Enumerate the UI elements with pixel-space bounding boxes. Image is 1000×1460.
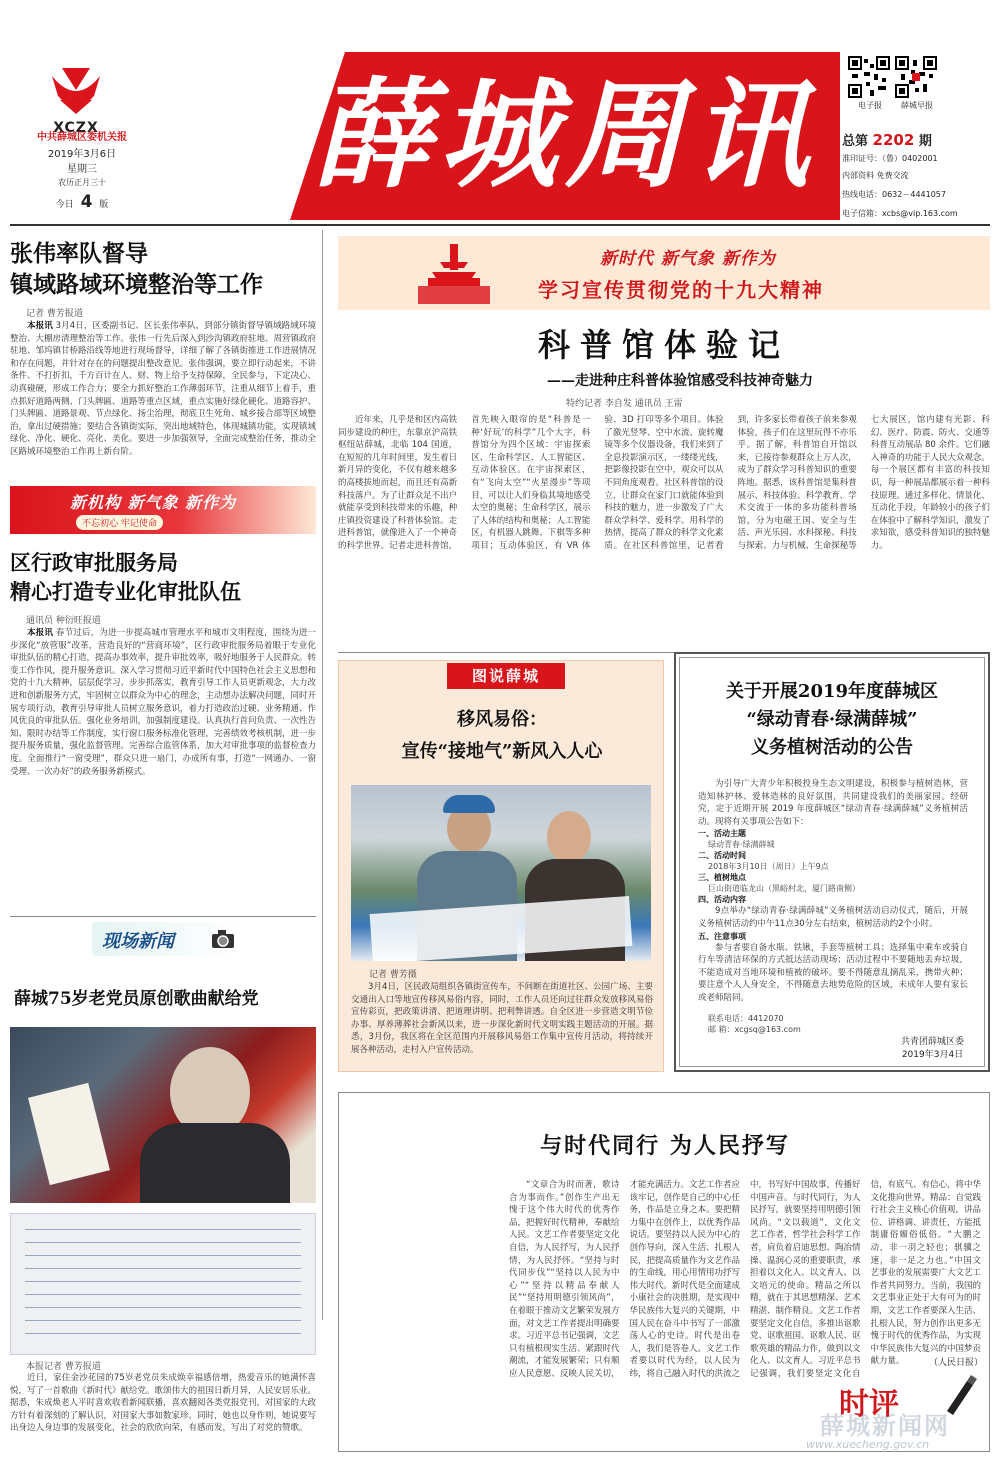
article1-title-line1: 张伟率队督导 — [10, 240, 148, 267]
issue-label: 总第 — [842, 134, 869, 149]
live-news-label: 现场新闻 — [102, 931, 174, 952]
newspaper-logo — [32, 66, 120, 136]
photo-score-lines — [25, 1222, 301, 1346]
notice-item-5: 参与者要自备水瓶、铁锹，手套等植树工具；选择集中乘车或骑自行车等清洁环保的方式抵达活动现场；活动过程中不要随地丢弃垃圾，不能造成对当地环境和植被的破坏。要不得随意乱摘乱采，携带火种；要注意个人人身安全，不得随意去地势危险的区域，未成年人要有家长或老师陪同。 — [698, 942, 968, 1003]
notice-heading-1: 一、活动主题 — [698, 829, 746, 839]
logo-text: XCZX — [53, 120, 99, 136]
watermark-site-name: 薛城新闻网 — [820, 1412, 950, 1440]
issue-info — [842, 130, 992, 219]
article2-headline — [10, 548, 316, 606]
left-section-rule — [10, 916, 316, 917]
feature-text: 近年来，几乎是和区内高铁同步建设的种庄，东靠京沪高铁枢纽站薛城，北临 104 国道，在短短的几年时间里，发生着日新月异的变化，不仅有越来越多的高楼拔地而起，而且还有高新科技落户。为了让群众足不出户就能享受到科技带来的乐趣，种庄镇投资建设了科普体验馆。走进科普馆，就像进入了一个神奇的科学世界。记者走进科普馆，首先映入眼帘的是“科普是一种‘好玩’的科学”几个大字，科普馆分为四个区域：宇宙探索区、生命科学区、人工智能区、互动体验区。在宇宙探索区，有“飞向太空”“火星漫步”等项目，可以让人们身临其境地感受太空的奥秘；生命科学区，展示了人体的结构和奥秘；人工智能区，有机器人跳舞、下棋等多种项目；互动体验区，有 VR 体验、3D 打印等多个项目。体验了激光竖琴、空中水流、旋转魔镜等多个仪器设备，我们来到了全息投影演示区，一缕缕光线，把影像投影在空中，观众可以从不同角度观看。社区科普馆的设立，让群众在家门口就能体验到科技的魅力，进一步激发了广大群众学科学、爱科学、用科学的热情，提高了群众的科学文化素质。在社区科普馆里，记者看到，许多家长带着孩子前来参观体验，孩子们在这里玩得不亦乐乎。据了解，科普馆自开馆以来，已接待参观群众上万人次，成为了群众学习科普知识的重要阵地。据悉，该科普馆是集科普展示、科技体验、科学教育、学术交流于一体的多功能科普场馆，分为电磁王国、安全与生活、声光乐园、水科探秘、科技与探索、力与机械、生命探秘等七大展区，馆内建有光影、科幻、医疗、防震、防火、交通等科普互动展品 80 余件。它们融入神奇的功能于人民大众观念。每一个展区都有丰富的科技知识，每一种展品都展示着一种科技原理。通过多样化、情景化、互动化手段，年龄较小的孩子们在体验中了解科学知识，激发了求知欲，感受科普知识的独特魅力。 — [338, 415, 990, 551]
article2-text: 春节过后，为进一步提高城市管理水平和城市文明程度，围绕为进一步深化“放管服”改革，营造良好的“营商环境”，区行政审批服务局着眼于专业化审批队伍的精心打造，提高办事效率，提升审批效率，吸好地服务于人民群众。转变工作作风，提升服务意识。深入学习贯彻习近平新时代中国特色社会主义思想和党的十九大精神，层层促学习、步步抓落实，教育引导工作人员更新观念，大力改进和创新服务方式，牢固树立以群众为中心的理念，主动想办法解决问题，同时开展专项行动，教育引导审批人员树立服务意识，着力打造政治过硬、业务精通、作风优良的审批队伍。强化业务培训，加强制度建设。认真执行首问负责、一次性告知、限时办结等工作制度，实行窗口服务标准化管理，完善绩效考核机制，进一步提升服务质量，强化监督管理。完善综合监管体系，加大对审批事项的监督检查力度。全面推行“一窗受理”，群众只进一扇门，办成所有事，打造“一网通办、一窗受理、一次办好”的政务服务新模式。 — [10, 628, 316, 777]
picture-title-line1: 移风易俗： — [457, 709, 547, 730]
picture-byline: 记者 曹芳摄 — [369, 970, 417, 980]
internal-note: 内部资料 免费交流 — [842, 171, 909, 180]
picture-title-line2: 宣传“接地气”新风入人心 — [401, 741, 603, 762]
hotline: 热线电话：0632－4441057 — [842, 190, 946, 199]
notice-body — [698, 778, 968, 1035]
print-permit: 准印证号：（鲁）0402001 — [842, 154, 938, 163]
tiananmen-icon — [414, 242, 494, 306]
theme-slogan: 新时代 新气象 新作为 — [600, 249, 776, 269]
photo-promotion — [351, 785, 651, 961]
notice-sign: 共青团薛城区委 — [900, 1037, 964, 1047]
notice-item-4: 9点举办“绿动青春·绿满薛城”义务植树活动启动仪式，随后，开展义务植树活动约中午11点30分左右结束，植树活动约2个小时。 — [698, 906, 968, 929]
picture-caption — [351, 981, 653, 1069]
photo-elderly-member — [10, 1027, 316, 1203]
article2-lead: 本报讯 — [27, 628, 54, 638]
picture-caption-text: 3月4日，区民政局组织各镇街宣传车，不间断在街道社区、公园广场、主要交通出入口等地宣传移风易俗内容，同时，工作人员还向过往群众发放移风易俗宣传彩页，把政策讲清、把道理讲明、把利弊讲透。自全区进一步营造文明节俭办事、厚养薄葬社会新风以来，进一步深化新时代文明实践主题活动的开展。据悉，3月份，我区将在全区范围内开展移风易俗工作集中宣传月活动，将持续开展各种活动，走村入户宣传活动。 — [351, 982, 653, 1055]
commentary-headline: 与时代同行 为人民抒写 — [540, 1134, 790, 1159]
article1-title-line2: 镇域路域环境整治等工作 — [10, 271, 263, 298]
notice-title-line3: 义务植树活动的公告 — [751, 737, 913, 758]
commentary-source: （人民日报） — [929, 1358, 984, 1368]
qr-code-epaper[interactable] — [848, 56, 890, 98]
photo-figure-body — [140, 1123, 290, 1203]
page-count — [14, 192, 150, 212]
article1-headline — [10, 238, 316, 300]
masthead-info-box — [14, 128, 150, 212]
issue-suffix: 期 — [918, 134, 932, 149]
page-count-number: 4 — [80, 192, 93, 212]
photo-person1-cap — [443, 795, 495, 813]
email: 电子信箱：xcbs@vip.163.com — [842, 209, 958, 218]
notice-heading-2: 二、活动时间 — [698, 851, 746, 861]
photo-paper — [28, 1083, 110, 1185]
issue-weekday: 星期三 — [67, 164, 97, 175]
qr-code-icon — [848, 56, 890, 98]
article3-byline: 本报记者 曹芳报道 — [26, 1362, 101, 1372]
notice-signature — [901, 1034, 964, 1060]
theme-banner — [338, 236, 990, 310]
notice-intro: 为引导广大青少年积极投身生态文明建设，积极参与植树造林，营造知林护林、爱林造林的良好氛围，共同建设我们的美丽家园。经研究，定于近期开展 2019 年度薛城区“绿动青春·绿满薛城”义务植树活动。现将有关事项公告如下： — [698, 779, 968, 827]
paper-name: 薛城周讯 — [312, 65, 817, 204]
feature-body — [338, 414, 990, 644]
theme-title: 学习宣传贯彻党的十九大精神 — [538, 278, 824, 302]
org-label: 中共薛城区委机关报 — [37, 132, 127, 143]
picture-story-label-box — [447, 663, 565, 689]
issue-number: 2202 — [872, 131, 915, 149]
picture-story-box — [338, 660, 664, 1072]
feature-subtitle: ——走进种庄科普体验馆感受科技神奇魅力 — [547, 373, 813, 389]
article2-byline: 通讯员 种衍旺报道 — [26, 616, 101, 626]
notice-title-line1: 关于开展2019年度薛城区 — [725, 681, 939, 702]
notice-contact-mail[interactable]: 邮 箱：xcgsq@163.com — [708, 1024, 801, 1034]
qr1-label: 电子报 — [858, 101, 882, 110]
notice-item-1: 绿动青春·绿满薛城 — [708, 840, 775, 850]
article3-body — [10, 1372, 316, 1452]
photo-handwritten-score — [10, 1213, 316, 1355]
article1-text: 3月4日，区委副书记、区长张伟率队，到部分镇街督导镇域路域环境整治、大棚房清理整治等工作。张伟一行先后深入到沙沟镇政府驻地、周营镇政府驻地、邹坞镇甘桥路沿线等地进行现场督导，详细了解了各镇街推进工作进展情况和存在问题，并针对存在的问题提出整改意见。张伟强调，要立即行动起来，不讲条件、不打折扣，千方百计在人、财、物上给予支持保障，全民参与，下定决心、动真碰硬，形成工作合力；要全力抓好整治工作薄弱环节，注重从细节上着手，重点抓好道路两侧、门头牌匾、道路等重点区域，重点实施好绿化硬化、道路容护、门头牌匾、道路景观、节点绿化、扬尘治理，彻底卫生死角、城乡接合部等区域整治，拿出过硬措施；要结合各镇街实际，突出地域特色，体现城镇功能，实现镇域绿化、净化、硬化、亮化、美化。要进一步加强领导，全面完成整治任务，推动全区路域环境整治工作再上新台阶。 — [10, 321, 316, 457]
article1-body — [10, 320, 316, 472]
feature-byline: 特约记者 李自发 通讯员 王雷 — [566, 399, 683, 409]
notice-item-3: 巨山街道临龙山（黑峪村北，厦门路南侧） — [708, 884, 860, 894]
article2-body — [10, 627, 316, 907]
page-count-prefix: 今日 — [55, 200, 74, 210]
page-count-suffix: 版 — [99, 200, 109, 210]
slogan-subtext: 不忘初心 牢记使命 — [76, 515, 163, 530]
notice-heading-4: 四、活动内容 — [698, 895, 746, 905]
article2-title-line2: 精心打造专业化审批队伍 — [10, 579, 241, 604]
qr-code-morning-paper[interactable] — [895, 56, 937, 98]
left-column-divider — [322, 230, 323, 1320]
commentary-box — [338, 1092, 990, 1452]
qr-code-icon — [895, 56, 937, 98]
article3-headline: 薛城75岁老党员原创歌曲献给党 — [14, 989, 259, 1009]
article3-text: 近日，家住金沙花园的75岁老党员朱成焕幸福感倍增，热爱音乐的她满怀喜悦，写了一首歌曲《新时代》献给党。歌颂伟大的祖国日新月异，人民安居乐业。据悉，朱成焕老人平时喜欢收看新闻联播，喜欢翻阅各类党报党刊，对国家的大政方针有着深刻的了解认识，对国家大事如数家珍。同时，她也以身作则，她说要写出身边人身边事的发展变化，社会的欣欣向荣，有感而发，写出了对党的赞歌。 — [10, 1373, 316, 1434]
notice-heading-3: 三、植树地点 — [698, 873, 746, 883]
lunar-date: 农历正月三十 — [58, 178, 106, 187]
column-label: 时评 — [839, 1387, 899, 1422]
live-news-label-box — [92, 922, 242, 956]
issue-number-line — [842, 130, 992, 149]
slogan-text: 新机构 新气象 新作为 — [70, 493, 237, 512]
notice-title-line2: “绿动青春·绿满薛城” — [746, 709, 918, 730]
masthead-rule — [10, 224, 990, 226]
commentary-text: “文章合为时而著，歌诗合为事而作。”创作生产出无愧于这个伟大时代的优秀作品，把握好时代精神，奉献给人民。文艺工作者要坚定文化自信，为人民抒写，为人民抒情，为人民抒怀。“坚持与时代同步伐”“坚持以人民为中心”“坚持以精品奉献人民”“坚持用明德引领风尚”，在着眼于推动文艺繁荣发展方面，对文艺工作者提出明确要求。习近平总书记强调，文艺只有植根现实生活、紧跟时代潮流，才能发展繁荣；只有顺应人民意愿、反映人民关切，才能充满活力。文艺工作者应该牢记，创作是自己的中心任务，作品是立身之本。要把精力集中在创作上，以优秀作品说话。要坚持以人民为中心的创作导向，深入生活、扎根人民，把提高质量作为文艺作品的生命线，用心用情用功抒写伟大时代。新时代是全面建成小康社会的决胜期，是实现中华民族伟大复兴的关键期，中国人民在奋斗中书写了一部激荡人心的史诗。时代是出卷人，我们是答卷人。文艺工作者要以时代为经，以人民为纬，将自己融入时代的洪流之中，书写好中国故事，传播好中国声音。与时代同行，为人民抒写，就要坚持用明德引领风尚。“文以载道”，文化文艺工作者，哲学社会科学工作者，肩负着启迪思想、陶冶情操、温润心灵的重要职责，承担着以文化人、以文育人、以文培元的使命。精品之所以精，就在于其思想精深、艺术精湛、制作精良。文艺工作者要坚定文化自信，多推出讴歌党、讴歌祖国、讴歌人民、讴歌英雄的精品力作，做到以文化人、以文育人。习近平总书记强调，我们要坚定文化自信，有底气、有信心，将中华文化推向世界。精品：自觉践行社会主义核心价值观，讲品位、讲格调、讲责任，方能抵制庸俗媚俗低俗。“大鹏之动，非一羽之轻也；骐骥之速，非一足之力也。”中国文艺事业的发展需要广大文艺工作者共同努力。当前，我国的文艺事业正处于大有可为的时期，文艺工作者要深入生活、扎根人民，努力创作出更多无愧于时代的优秀作品，为实现中华民族伟大复兴的中国梦贡献力量。 — [509, 1180, 981, 1379]
picture-story-label: 图说薛城 — [471, 667, 540, 685]
watermark-site-url: www.xuecheng.gov.cn — [806, 1438, 930, 1451]
photo-person2-head — [547, 811, 591, 863]
notice-box — [674, 652, 990, 1072]
notice-date: 2019年3月4日 — [901, 1050, 964, 1060]
slogan-banner — [10, 486, 316, 534]
xczx-logo-icon — [32, 66, 120, 116]
notice-contact-phone: 联系电话：4412070 — [708, 1013, 784, 1023]
article1-lead: 本报讯 — [27, 321, 53, 331]
camera-icon — [210, 928, 236, 950]
article2-title-line1: 区行政审批服务局 — [10, 550, 178, 575]
feature-headline: 科普馆体验记 — [537, 326, 790, 364]
article1-byline: 记者 曹芳报道 — [26, 309, 83, 319]
notice-headline — [676, 678, 988, 762]
notice-item-2: 2018年3月10日（周日）上午9点 — [708, 862, 829, 872]
issue-date: 2019年3月6日 — [47, 149, 117, 160]
notice-heading-5: 五、注意事项 — [698, 931, 746, 941]
qr2-label: 薛城早报 — [901, 101, 933, 110]
